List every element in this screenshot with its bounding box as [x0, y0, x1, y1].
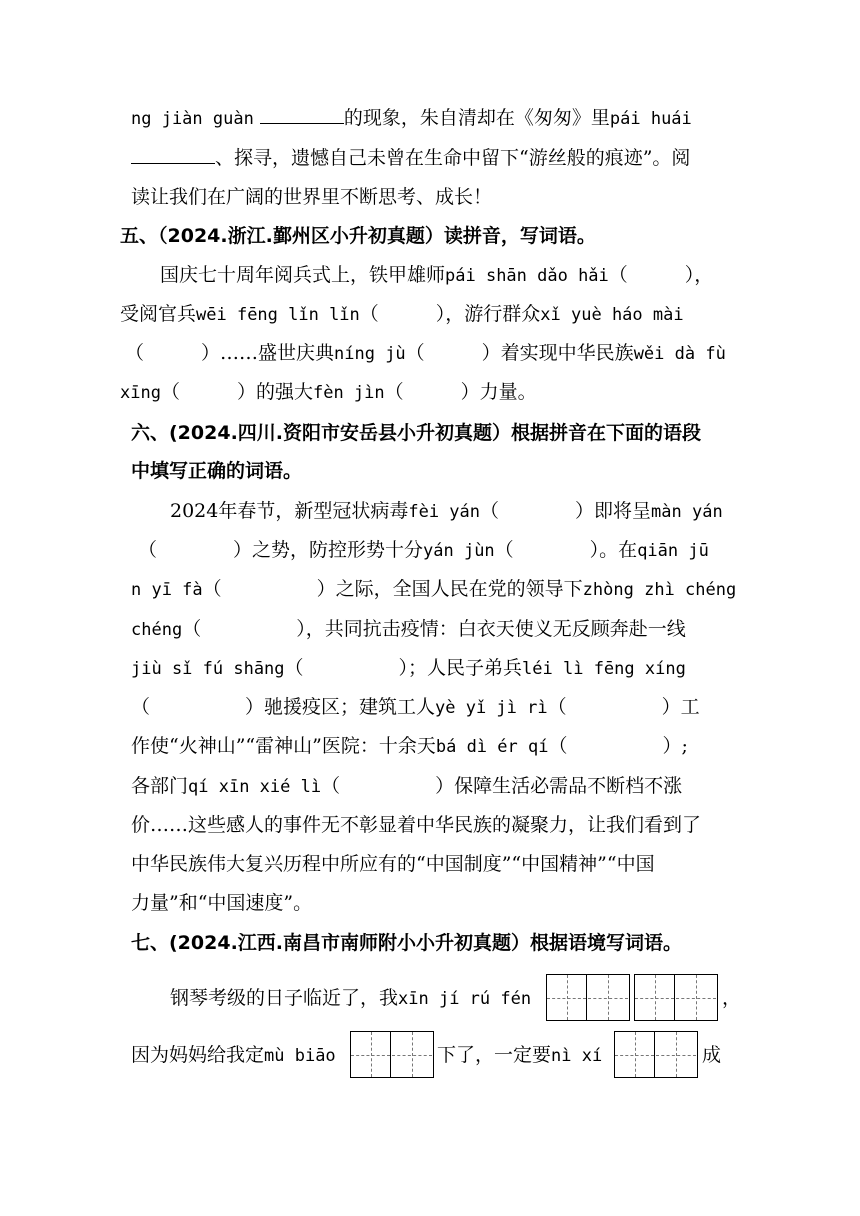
writing-grid[interactable]: [350, 1031, 434, 1078]
answer-parens[interactable]: （ ）驰援疫区；建筑工人: [131, 696, 436, 718]
text: 受阅官兵: [120, 303, 197, 325]
s7-line-1: [170, 986, 531, 1010]
s6-line-8: [131, 774, 682, 798]
text: 下了，一定要: [437, 1044, 552, 1066]
s6-line-5: [131, 656, 686, 680]
grid-cell[interactable]: [351, 1032, 391, 1077]
s7-line-2: [131, 1043, 336, 1067]
answer-parens[interactable]: （ ）之际，全国人民在党的领导下: [202, 578, 583, 600]
pinyin: zhòng zhì chéng: [582, 580, 737, 600]
answer-parens[interactable]: （ ）……盛世庆典: [125, 342, 335, 364]
text: 、探寻，遗憾自己未曾在生命中留下“游丝般的痕迹”。阅: [215, 147, 691, 169]
s4-line-3: 读让我们在广阔的世界里不断思考、成长！: [131, 186, 493, 208]
answer-parens[interactable]: （ ）;: [548, 735, 688, 757]
writing-grid[interactable]: [546, 974, 630, 1021]
text: 2024年春节，新型冠状病毒: [170, 500, 409, 522]
s6-line-6: [131, 695, 700, 719]
pinyin: xīng: [120, 383, 161, 403]
s5-line-1: [160, 263, 713, 287]
s7-line-2-mid: [437, 1043, 602, 1067]
section-6-heading-line-1: 六、(2024.四川.资阳市安岳县小升初真题）根据拼音在下面的语段: [131, 422, 702, 444]
text: 因为妈妈给我定: [131, 1044, 265, 1066]
s5-line-2: [120, 302, 684, 326]
pinyin: bá dì ér qí: [435, 737, 549, 757]
pinyin: xǐ yuè háo mài: [540, 305, 684, 325]
writing-grid[interactable]: [634, 974, 718, 1021]
answer-parens[interactable]: （ ）之势，防控形势十分: [138, 539, 424, 561]
answer-parens[interactable]: （ ），游行群众: [359, 303, 541, 325]
answer-blank[interactable]: [131, 147, 215, 164]
pinyin: fèn jìn: [312, 383, 385, 403]
grid-cell[interactable]: [656, 1032, 696, 1077]
s7-line-1-end: ，: [722, 987, 742, 1009]
s6-line-9: 价……这些感人的事件无不彰显着中华民族的凝聚力，让我们看到了: [131, 814, 702, 836]
s7-line-2-end: 成: [702, 1044, 722, 1066]
pinyin: mù biāo: [264, 1046, 336, 1066]
pinyin: nì xí: [551, 1046, 603, 1066]
pinyin: qí xīn xié lì: [188, 777, 322, 797]
text: 作使“火神山”“雷神山”医院：十余天: [131, 735, 436, 757]
answer-parens[interactable]: （ ）的强大: [160, 381, 313, 403]
answer-parens[interactable]: （ ）。在: [494, 539, 638, 561]
pinyin: ng jiàn guàn: [131, 109, 254, 129]
grid-cell[interactable]: [635, 975, 675, 1020]
pinyin: màn yán: [651, 502, 723, 522]
grid-cell[interactable]: [676, 975, 716, 1020]
s6-line-11: 力量”和“中国速度”。: [131, 892, 313, 914]
text: 各部门: [131, 775, 189, 797]
s6-line-2: [138, 538, 709, 562]
answer-parens[interactable]: （ ）力量。: [384, 381, 537, 403]
answer-parens[interactable]: （ ）；人民子弟兵: [284, 657, 523, 679]
pinyin: n yī fà: [131, 580, 203, 600]
pinyin: chéng: [131, 620, 183, 640]
text: 国庆七十周年阅兵式上，铁甲雄师: [160, 264, 446, 286]
pinyin: yán jùn: [423, 541, 495, 561]
s6-line-1: [170, 499, 723, 523]
s6-line-4: [131, 617, 686, 641]
grid-cell[interactable]: [588, 975, 628, 1020]
answer-parens[interactable]: （ ）工: [547, 696, 700, 718]
pinyin: pái shān dǎo hǎi: [445, 266, 609, 286]
s5-line-4: [120, 380, 537, 404]
pinyin: léi lì fēng xíng: [522, 659, 686, 679]
writing-grid[interactable]: [614, 1031, 698, 1078]
answer-parens[interactable]: （ ），: [608, 264, 714, 286]
s5-line-3: [125, 341, 726, 365]
s4-line-1: [131, 106, 692, 130]
text: 钢琴考级的日子临近了，我: [170, 987, 399, 1009]
section-6-heading-line-2: 中填写正确的词语。: [131, 460, 303, 482]
pinyin: xīn jí rú fén: [398, 989, 532, 1009]
pinyin: wēi fēng lǐn lǐn: [196, 305, 360, 325]
grid-cell[interactable]: [547, 975, 587, 1020]
answer-parens[interactable]: （ ），共同抗击疫情：白衣天使义无反顾奔赴一线: [182, 618, 686, 640]
s6-line-10: 中华民族伟大复兴历程中所应有的“中国制度”“中国精神”“中国: [131, 853, 655, 875]
answer-parens[interactable]: （ ）即将呈: [480, 500, 652, 522]
grid-cell[interactable]: [392, 1032, 432, 1077]
s4-line-2: [131, 146, 690, 170]
s6-line-3: [131, 577, 736, 601]
s6-line-7: [131, 734, 688, 758]
pinyin: níng jù: [334, 344, 406, 364]
pinyin: pái huái: [609, 109, 692, 129]
pinyin: fèi yán: [408, 502, 481, 522]
pinyin: qiān jū: [637, 541, 709, 561]
answer-parens[interactable]: （ ）保障生活必需品不断档不涨: [321, 775, 683, 797]
grid-cell[interactable]: [615, 1032, 655, 1077]
answer-blank[interactable]: [260, 107, 344, 124]
pinyin: wěi dà fù: [633, 344, 726, 364]
section-7-heading: 七、(2024.江西.南昌市南师附小小升初真题）根据语境写词语。: [131, 932, 683, 954]
section-5-heading: 五、（2024.浙江.鄞州区小升初真题）读拼音，写词语。: [120, 225, 596, 247]
text: 的现象，朱自清却在《匆匆》里: [343, 107, 610, 129]
answer-parens[interactable]: （ ）着实现中华民族: [405, 342, 634, 364]
pinyin: yè yǐ jì rì: [435, 698, 548, 718]
pinyin: jiù sǐ fú shāng: [131, 659, 285, 679]
